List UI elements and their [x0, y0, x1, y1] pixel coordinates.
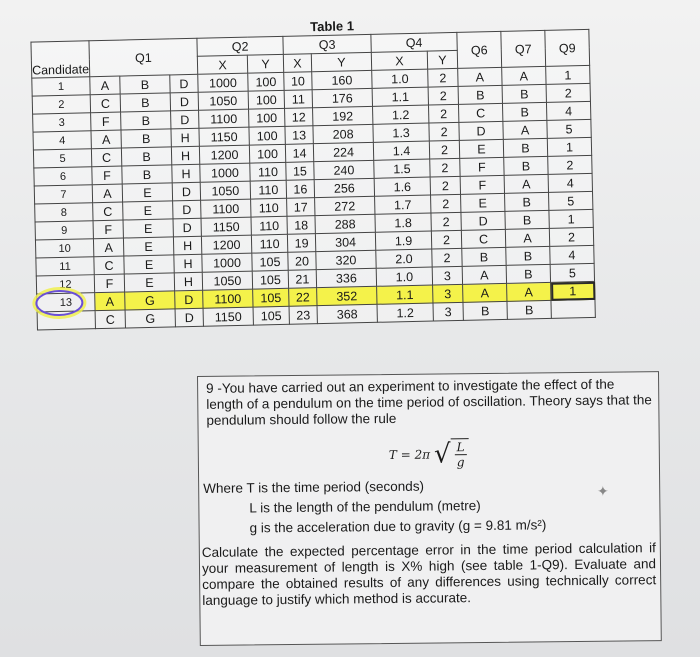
- q1-cell: H: [171, 128, 199, 147]
- q4-x-cell: 1.4: [373, 141, 429, 160]
- q9-header: Q9: [545, 29, 590, 66]
- candidate-cell: 11: [36, 257, 94, 276]
- formula-numerator: L: [454, 440, 466, 455]
- q4-y-cell: 2: [431, 230, 461, 249]
- q2-y-cell: 110: [250, 162, 286, 181]
- q1-cell: B: [120, 75, 170, 94]
- q1-cell: D: [170, 74, 198, 93]
- question-body: Calculate the expected percentage error in the time period calculation if your measurement of length is X% high (see table 1-Q9). Evaluate and compare the obtained results of any differences using technically correct language to justify which method is accurate.: [201, 540, 657, 608]
- q2-x-cell: 1150: [201, 217, 251, 236]
- question-9-box: [197, 371, 662, 646]
- q7-cell: B: [505, 210, 549, 229]
- candidate-cell: 9: [35, 221, 93, 240]
- q9-cell: 2: [549, 227, 593, 246]
- q2-y-cell: 105: [252, 252, 288, 271]
- candidate-cell: [37, 311, 95, 330]
- where-t-line: Where T is the time period (seconds): [203, 478, 425, 496]
- q3-y-cell: 320: [316, 250, 376, 269]
- q6-cell: C: [458, 103, 502, 122]
- q2-x-header: X: [197, 55, 247, 74]
- pendulum-formula: [389, 438, 469, 470]
- q6-cell: E: [461, 193, 505, 212]
- q9-cell: 5: [550, 263, 594, 282]
- q9-cell: 2: [548, 155, 592, 174]
- q7-header: Q7: [501, 30, 546, 67]
- q7-cell: B: [502, 102, 546, 121]
- q1-header: Q1: [89, 38, 198, 76]
- q2-x-cell: 1100: [199, 109, 249, 128]
- q6-cell: C: [461, 229, 505, 248]
- q2-y-cell: 100: [249, 108, 285, 127]
- q1-cell: A: [91, 130, 121, 149]
- q4-y-cell: 2: [430, 158, 460, 177]
- q6-header: Q6: [457, 31, 502, 68]
- q3-x-cell: 17: [287, 198, 315, 217]
- q6-cell: D: [461, 211, 505, 230]
- q3-x-cell: 22: [289, 288, 317, 307]
- candidate-cell: 6: [34, 167, 92, 186]
- q6-cell: A: [458, 67, 502, 86]
- q1-cell: B: [121, 147, 171, 166]
- q1-cell: D: [175, 290, 203, 309]
- q1-cell: E: [124, 255, 174, 274]
- q2-x-cell: 1000: [202, 253, 252, 272]
- q4-x-cell: 1.2: [373, 105, 429, 124]
- q4-y-cell: 2: [428, 86, 458, 105]
- q1-cell: D: [171, 110, 199, 129]
- q3-x-cell: 21: [288, 270, 316, 289]
- q3-y-cell: 192: [313, 106, 373, 125]
- q1-cell: B: [121, 111, 171, 130]
- q6-cell: A: [463, 283, 507, 302]
- q1-cell: B: [122, 165, 172, 184]
- q1-cell: H: [173, 236, 201, 255]
- q2-y-cell: 110: [250, 180, 286, 199]
- q4-y-cell: 2: [428, 68, 458, 87]
- q3-y-cell: 336: [316, 268, 376, 287]
- q1-cell: C: [94, 256, 124, 275]
- table-title: Table 1: [310, 18, 355, 35]
- q2-y-cell: 100: [249, 144, 285, 163]
- q7-cell: A: [502, 66, 546, 85]
- q4-x-cell: 1.8: [375, 213, 431, 232]
- q4-x-cell: 1.3: [373, 123, 429, 142]
- q7-cell: B: [506, 264, 550, 283]
- q9-cell: 4: [550, 245, 594, 264]
- q1-cell: B: [121, 129, 171, 148]
- q3-x-cell: 15: [286, 162, 314, 181]
- q6-cell: B: [458, 85, 502, 104]
- candidate-header: Candidate: [31, 41, 90, 78]
- candidate-cell: 7: [34, 185, 92, 204]
- q3-x-header: X: [283, 54, 311, 73]
- q3-y-cell: 176: [312, 88, 372, 107]
- q4-header: Q4: [371, 32, 457, 52]
- table-1-area: [12, 7, 679, 327]
- q2-x-cell: 1100: [203, 289, 253, 308]
- q2-x-cell: 1150: [203, 307, 253, 326]
- q2-y-header: Y: [247, 54, 283, 73]
- q1-cell: A: [93, 238, 123, 257]
- q1-cell: E: [123, 201, 173, 220]
- q7-cell: A: [504, 174, 548, 193]
- q7-cell: A: [505, 228, 549, 247]
- where-l-line: L is the length of the pendulum (metre): [249, 498, 481, 516]
- candidate-cell: 3: [33, 113, 91, 132]
- q1-cell: H: [171, 146, 199, 165]
- q4-x-cell: 1.0: [372, 69, 428, 88]
- q4-y-cell: 3: [433, 302, 463, 321]
- pen-mark-icon: ✦: [597, 483, 609, 499]
- data-table: [30, 29, 595, 331]
- q4-x-cell: 1.9: [375, 231, 431, 250]
- q4-x-cell: 1.6: [374, 177, 430, 196]
- q2-x-cell: 1150: [199, 127, 249, 146]
- q9-cell: 5: [547, 119, 591, 138]
- q1-cell: C: [90, 94, 120, 113]
- q4-x-header: X: [371, 51, 427, 70]
- q6-cell: A: [462, 265, 506, 284]
- q2-x-cell: 1100: [201, 199, 251, 218]
- q4-y-cell: 2: [431, 194, 461, 213]
- q7-cell: A: [507, 282, 551, 301]
- candidate-cell: 13: [37, 293, 95, 312]
- q1-cell: A: [95, 292, 125, 311]
- q9-cell: 1: [549, 209, 593, 228]
- q3-header: Q3: [283, 34, 371, 54]
- q1-cell: F: [94, 274, 124, 293]
- q1-cell: B: [120, 93, 170, 112]
- q1-cell: F: [91, 112, 121, 131]
- q4-y-cell: 2: [428, 104, 458, 123]
- q9-cell: 1: [551, 281, 595, 300]
- q3-y-cell: 160: [312, 70, 372, 89]
- q1-cell: C: [93, 202, 123, 221]
- q6-cell: F: [460, 157, 504, 176]
- q3-x-cell: 14: [285, 144, 313, 163]
- q3-y-cell: 208: [313, 124, 373, 143]
- q3-x-cell: 19: [287, 234, 315, 253]
- q7-cell: B: [503, 138, 547, 157]
- q1-cell: D: [170, 92, 198, 111]
- q1-cell: D: [175, 308, 203, 327]
- q2-x-cell: 1050: [202, 271, 252, 290]
- q1-cell: A: [90, 76, 120, 95]
- candidate-cell: 8: [35, 203, 93, 222]
- q4-y-header: Y: [427, 50, 457, 69]
- q1-cell: E: [124, 273, 174, 292]
- q4-x-cell: 1.7: [375, 195, 431, 214]
- table-body: [32, 65, 596, 330]
- q7-cell: B: [504, 156, 548, 175]
- q2-x-cell: 1050: [198, 91, 248, 110]
- q6-cell: B: [462, 247, 506, 266]
- q1-cell: G: [125, 291, 175, 310]
- q4-x-cell: 1.1: [377, 285, 433, 304]
- q2-y-cell: 100: [249, 126, 285, 145]
- q1-cell: F: [92, 166, 122, 185]
- q2-header: Q2: [197, 36, 283, 56]
- q1-cell: E: [122, 183, 172, 202]
- q4-y-cell: 3: [432, 266, 462, 285]
- formula-denominator: g: [456, 455, 465, 470]
- q3-y-cell: 256: [314, 178, 374, 197]
- q3-y-cell: 352: [317, 286, 377, 305]
- q3-y-cell: 224: [313, 142, 373, 161]
- q2-y-cell: 105: [253, 288, 289, 307]
- q2-x-cell: 1050: [200, 181, 250, 200]
- candidate-cell: 1: [32, 77, 90, 96]
- q4-y-cell: 2: [430, 176, 460, 195]
- q4-y-cell: 2: [432, 248, 462, 267]
- q1-cell: A: [92, 184, 122, 203]
- q2-y-cell: 100: [248, 72, 284, 91]
- formula-lhs: T = 2π: [388, 447, 431, 462]
- q2-y-cell: 105: [253, 306, 289, 325]
- q4-y-cell: 3: [433, 284, 463, 303]
- candidate-cell: 12: [36, 275, 94, 294]
- q7-cell: A: [503, 120, 547, 139]
- q3-x-cell: 23: [289, 306, 317, 325]
- q1-cell: E: [123, 237, 173, 256]
- q4-x-cell: 1.0: [376, 267, 432, 286]
- q3-x-cell: 20: [288, 252, 316, 271]
- q7-cell: B: [502, 84, 546, 103]
- sqrt-symbol: √: [433, 438, 451, 470]
- q1-cell: E: [123, 219, 173, 238]
- q9-cell: [551, 299, 595, 318]
- q4-y-cell: 2: [431, 212, 461, 231]
- q1-cell: H: [174, 272, 202, 291]
- candidate-cell: 2: [32, 95, 90, 114]
- q2-x-cell: 1200: [199, 145, 249, 164]
- q6-cell: E: [459, 139, 503, 158]
- candidate-cell: 10: [35, 239, 93, 258]
- q6-cell: B: [463, 301, 507, 320]
- q2-y-cell: 110: [251, 216, 287, 235]
- q3-y-cell: 240: [314, 160, 374, 179]
- q3-x-cell: 18: [287, 216, 315, 235]
- q3-x-cell: 16: [286, 180, 314, 199]
- q4-x-cell: 1.1: [372, 87, 428, 106]
- formula-fraction: [454, 440, 466, 469]
- q4-x-cell: 1.2: [377, 303, 433, 322]
- q1-cell: H: [172, 164, 200, 183]
- q3-y-cell: 304: [315, 232, 375, 251]
- q4-y-cell: 2: [429, 122, 459, 141]
- q3-x-cell: 10: [284, 72, 312, 91]
- candidate-cell: 4: [33, 131, 91, 150]
- q3-y-cell: 288: [315, 214, 375, 233]
- q1-cell: C: [91, 148, 121, 167]
- q3-x-cell: 13: [285, 126, 313, 145]
- q2-x-cell: 1000: [200, 163, 250, 182]
- q1-cell: H: [174, 254, 202, 273]
- q6-cell: F: [460, 175, 504, 194]
- q2-y-cell: 105: [252, 270, 288, 289]
- q4-y-cell: 2: [429, 140, 459, 159]
- q2-x-cell: 1000: [198, 73, 248, 92]
- q4-x-cell: 1.5: [374, 159, 430, 178]
- q9-cell: 4: [546, 101, 590, 120]
- q3-y-header: Y: [311, 52, 371, 71]
- q1-cell: D: [173, 200, 201, 219]
- sqrt-body: [450, 438, 468, 469]
- q1-cell: D: [173, 218, 201, 237]
- q7-cell: B: [506, 246, 550, 265]
- q2-y-cell: 110: [251, 234, 287, 253]
- where-g-line: g is the acceleration due to gravity (g = 9.81 m/s²): [249, 517, 547, 536]
- q4-x-cell: 2.0: [376, 249, 432, 268]
- question-intro: 9 -You have carried out an experiment to investigate the effect of the length of a pendulum on the time period of oscillation. Theory says that the pendulum should follow the rule: [206, 376, 652, 428]
- q1-cell: C: [95, 310, 125, 329]
- q9-cell: 1: [546, 65, 590, 84]
- q3-x-cell: 11: [284, 90, 312, 109]
- q9-cell: 2: [546, 83, 590, 102]
- q1-cell: D: [172, 182, 200, 201]
- q2-y-cell: 100: [248, 90, 284, 109]
- q3-y-cell: 368: [317, 304, 377, 323]
- q2-x-cell: 1200: [201, 235, 251, 254]
- q1-cell: F: [93, 220, 123, 239]
- q6-cell: D: [459, 121, 503, 140]
- q9-cell: 5: [549, 191, 593, 210]
- q7-cell: B: [505, 192, 549, 211]
- q3-x-cell: 12: [285, 108, 313, 127]
- candidate-cell: 5: [33, 149, 91, 168]
- q9-cell: 1: [547, 137, 591, 156]
- q1-cell: G: [125, 309, 175, 328]
- q7-cell: B: [507, 300, 551, 319]
- q9-cell: 4: [548, 173, 592, 192]
- q3-y-cell: 272: [315, 196, 375, 215]
- q2-y-cell: 110: [251, 198, 287, 217]
